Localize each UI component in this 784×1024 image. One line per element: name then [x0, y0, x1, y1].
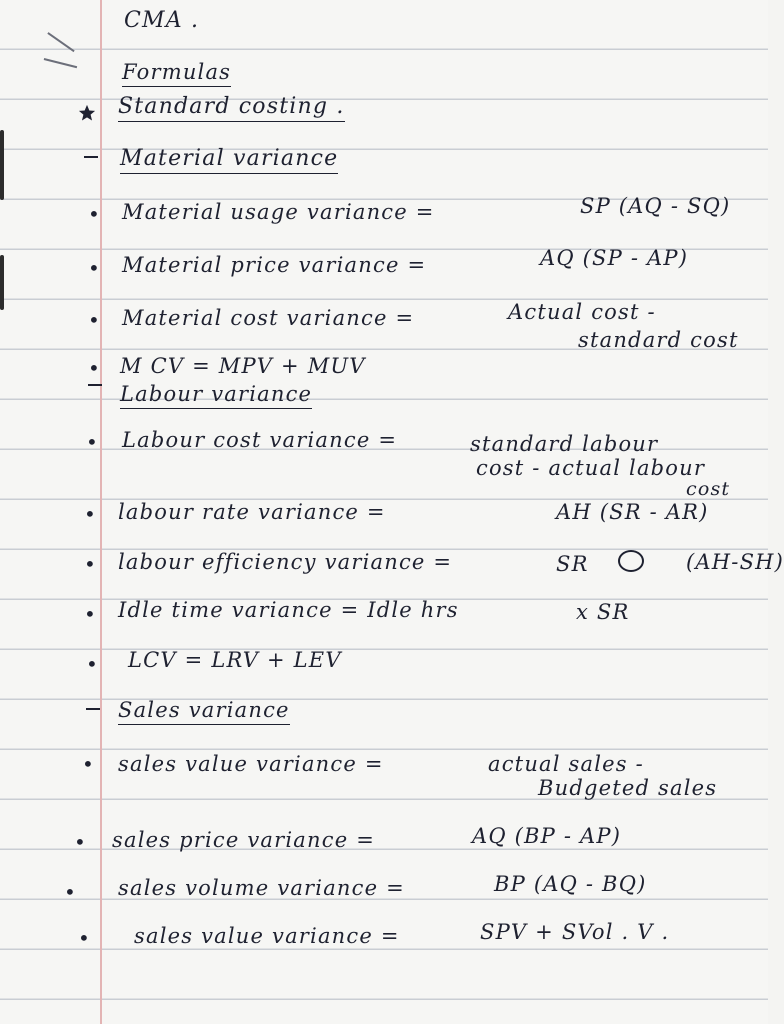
material-price-label: Material price variance = — [122, 253, 427, 277]
sales-value-formula: actual sales - — [488, 752, 644, 776]
section-heading-sales: Sales variance — [118, 700, 290, 725]
dash-marker — [86, 708, 100, 710]
dash-marker — [88, 384, 102, 386]
labour-cost-formula-cont: cost - actual labour — [476, 456, 706, 480]
bullet: • — [64, 880, 76, 904]
section-heading-labour: Labour variance — [120, 384, 312, 409]
scribble — [44, 58, 77, 68]
bullet: • — [88, 356, 100, 380]
bullet: • — [82, 752, 94, 776]
bullet: • — [88, 256, 100, 280]
bullet: • — [88, 202, 100, 226]
bullet: • — [78, 926, 90, 950]
section-heading-material: Material variance — [120, 148, 338, 174]
bullet: • — [88, 308, 100, 332]
labour-efficiency-formula-b: (AH-SH) — [686, 550, 784, 574]
sales-volume-formula: BP (AQ - BQ) — [494, 872, 647, 896]
material-cost-formula-cont: standard cost — [578, 328, 739, 352]
sales-value-total-label: sales value variance = — [134, 924, 400, 948]
formulas-heading: Formulas — [122, 62, 231, 87]
labour-cost-label: Labour cost variance = — [122, 428, 398, 452]
bullet: • — [86, 652, 98, 676]
sales-price-formula: AQ (BP - AP) — [472, 824, 622, 848]
bullet: • — [74, 830, 86, 854]
labour-cost-formula-cont2: cost — [686, 478, 731, 500]
bullet: • — [86, 430, 98, 454]
labour-cost-formula: standard labour — [470, 432, 659, 456]
sales-value-total-formula: SPV + SVol . V . — [480, 920, 670, 944]
labour-efficiency-formula: SR — [556, 552, 589, 576]
material-cost-formula: Actual cost - — [508, 300, 656, 324]
bullet: • — [84, 552, 96, 576]
sales-value-label: sales value variance = — [118, 752, 384, 776]
material-price-formula: AQ (SP - AP) — [540, 246, 689, 270]
labour-rate-formula: AH (SR - AR) — [556, 500, 709, 524]
star-icon — [78, 104, 96, 122]
sales-volume-label: sales volume variance = — [118, 876, 405, 900]
scribble — [48, 32, 75, 52]
binder-mark — [0, 255, 4, 310]
dash-marker — [84, 156, 98, 158]
idle-time-label: Idle time variance = Idle hrs — [118, 598, 459, 622]
page-title: CMA . — [124, 8, 200, 33]
lcv-formula: LCV = LRV + LEV — [128, 648, 342, 672]
binder-mark — [0, 130, 4, 200]
material-usage-label: Material usage variance = — [122, 200, 435, 224]
margin-line — [100, 0, 102, 1024]
labour-efficiency-label: labour efficiency variance = — [118, 550, 453, 574]
labour-rate-label: labour rate variance = — [118, 500, 386, 524]
material-cost-label: Material cost variance = — [122, 306, 415, 330]
bullet: • — [84, 502, 96, 526]
scribble-circle — [618, 550, 644, 572]
sales-price-label: sales price variance = — [112, 828, 375, 852]
mcv-formula: M CV = MPV + MUV — [120, 354, 366, 378]
idle-time-formula: x SR — [576, 600, 630, 624]
sales-value-formula-cont: Budgeted sales — [538, 776, 718, 800]
section-heading-standard-costing: Standard costing . — [118, 96, 345, 122]
bullet: • — [84, 602, 96, 626]
material-usage-formula: SP (AQ - SQ) — [580, 194, 731, 218]
